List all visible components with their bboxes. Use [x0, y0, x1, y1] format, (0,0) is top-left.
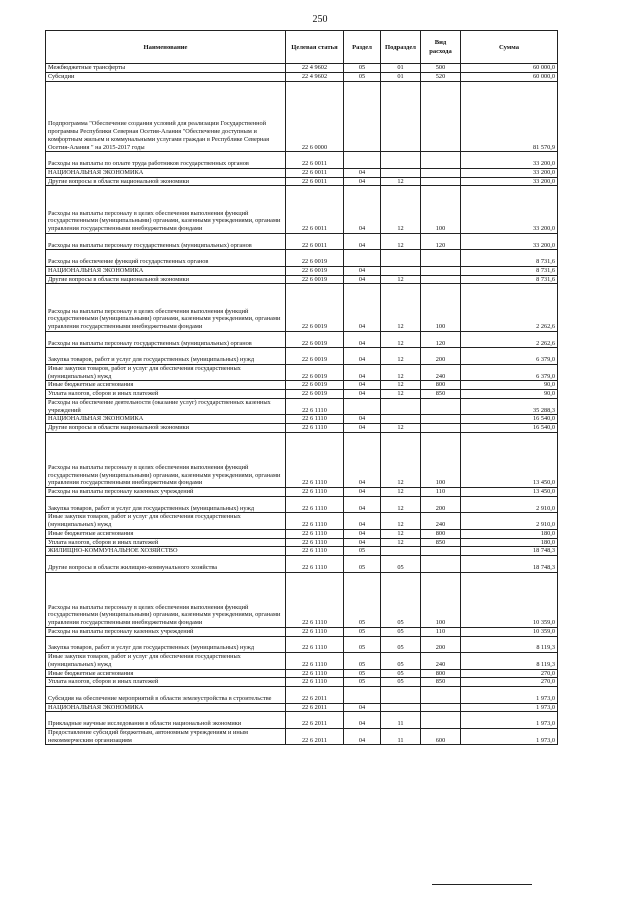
table-row — [46, 653, 558, 670]
cell-article: 22 4 9602 — [286, 64, 344, 73]
cell-subsection: 05 — [381, 556, 421, 573]
cell-subsection: 12 — [381, 364, 421, 381]
table-row — [46, 547, 558, 556]
cell-type: 520 — [421, 72, 461, 81]
cell-article: 22 6 0019 — [286, 348, 344, 365]
cell-sum: 8 731,6 — [461, 250, 558, 267]
cell-subsection: 11 — [381, 712, 421, 729]
cell-article: 22 6 1110 — [286, 432, 344, 487]
table-row — [46, 177, 558, 186]
cell-subsection: 05 — [381, 653, 421, 670]
cell-article: 22 6 0011 — [286, 186, 344, 234]
cell-section: 04 — [344, 513, 381, 530]
cell-name: Расходы на выплаты персоналу казенных учреждений — [46, 488, 286, 497]
cell-section: 04 — [344, 186, 381, 234]
cell-name: Расходы на выплаты по оплате труда работников государственных органов — [46, 152, 286, 169]
cell-section — [344, 250, 381, 267]
cell-name: Закупка товаров, работ и услуг для государственных (муниципальных) нужд — [46, 348, 286, 365]
cell-type — [421, 424, 461, 433]
cell-subsection: 12 — [381, 538, 421, 547]
cell-name: Уплата налогов, сборов и иных платежей — [46, 390, 286, 399]
table-row — [46, 398, 558, 415]
cell-sum: 33 200,0 — [461, 152, 558, 169]
cell-type — [421, 415, 461, 424]
cell-section — [344, 152, 381, 169]
table-header-row — [46, 31, 558, 64]
cell-type: 800 — [421, 669, 461, 678]
cell-name: Расходы на обеспечение деятельности (оказание услуг) государственных казенных учреждений — [46, 398, 286, 415]
table-row — [46, 538, 558, 547]
cell-article: 22 6 2011 — [286, 687, 344, 704]
cell-name: Межбюджетные трансферты — [46, 64, 286, 73]
cell-article: 22 6 0011 — [286, 152, 344, 169]
cell-section: 04 — [344, 348, 381, 365]
cell-sum: 270,0 — [461, 669, 558, 678]
cell-sum: 2 262,6 — [461, 331, 558, 348]
cell-type: 120 — [421, 331, 461, 348]
cell-name: Иные бюджетные ассигнования — [46, 669, 286, 678]
cell-sum: 13 450,0 — [461, 488, 558, 497]
cell-subsection: 05 — [381, 678, 421, 687]
table-row — [46, 424, 558, 433]
cell-sum: 16 540,0 — [461, 415, 558, 424]
table-body — [46, 64, 558, 745]
cell-subsection: 12 — [381, 275, 421, 284]
cell-section: 04 — [344, 390, 381, 399]
cell-section: 05 — [344, 556, 381, 573]
page-number: 250 — [312, 14, 328, 25]
cell-section: 04 — [344, 703, 381, 712]
cell-subsection — [381, 415, 421, 424]
cell-sum: 10 359,0 — [461, 572, 558, 627]
cell-article: 22 6 0019 — [286, 250, 344, 267]
cell-section: 04 — [344, 331, 381, 348]
cell-name: Расходы на выплаты персоналу в целях обеспечения выполнения функций государственными (муниципальными) органами, казенными учреждениями, органами управления государственными внебюджетными фондами — [46, 186, 286, 234]
cell-article: 22 6 1110 — [286, 556, 344, 573]
cell-article: 22 6 0000 — [286, 81, 344, 152]
table-row — [46, 529, 558, 538]
cell-name: Другие вопросы в области национальной экономики — [46, 424, 286, 433]
cell-article: 22 6 1110 — [286, 488, 344, 497]
cell-subsection: 12 — [381, 496, 421, 513]
cell-name: Другие вопросы в области национальной экономики — [46, 275, 286, 284]
cell-sum: 180,0 — [461, 538, 558, 547]
cell-type: 110 — [421, 627, 461, 636]
cell-sum: 8 731,6 — [461, 275, 558, 284]
cell-article: 22 6 0019 — [286, 364, 344, 381]
cell-article: 22 6 0011 — [286, 168, 344, 177]
cell-article: 22 6 2011 — [286, 728, 344, 745]
cell-article: 22 6 1110 — [286, 653, 344, 670]
cell-subsection: 12 — [381, 348, 421, 365]
cell-name: Расходы на выплаты персоналу в целях обеспечения выполнения функций государственными (муниципальными) органами, казенными учреждениями, органами управления государственными внебюджетными фондами — [46, 572, 286, 627]
table-row — [46, 678, 558, 687]
cell-subsection — [381, 168, 421, 177]
table-row — [46, 712, 558, 729]
cell-sum: 2 262,6 — [461, 284, 558, 332]
cell-sum: 10 359,0 — [461, 627, 558, 636]
cell-type: 100 — [421, 186, 461, 234]
cell-type: 600 — [421, 728, 461, 745]
cell-subsection — [381, 152, 421, 169]
cell-type: 800 — [421, 381, 461, 390]
cell-type: 240 — [421, 364, 461, 381]
cell-sum: 2 910,0 — [461, 496, 558, 513]
cell-sum: 1 973,0 — [461, 703, 558, 712]
cell-sum: 33 200,0 — [461, 177, 558, 186]
cell-article: 22 6 0019 — [286, 266, 344, 275]
table-row — [46, 687, 558, 704]
cell-sum: 18 748,3 — [461, 547, 558, 556]
cell-subsection — [381, 547, 421, 556]
cell-section: 05 — [344, 678, 381, 687]
cell-name: Расходы на выплаты персоналу в целях обеспечения выполнения функций государственными (муниципальными) органами, казенными учреждениями, органами управления государственными внебюджетными фондами — [46, 432, 286, 487]
table-row — [46, 152, 558, 169]
cell-name: НАЦИОНАЛЬНАЯ ЭКОНОМИКА — [46, 266, 286, 275]
cell-sum: 33 200,0 — [461, 186, 558, 234]
cell-subsection — [381, 250, 421, 267]
cell-type: 800 — [421, 529, 461, 538]
cell-article: 22 6 0011 — [286, 177, 344, 186]
cell-type — [421, 556, 461, 573]
cell-section: 05 — [344, 636, 381, 653]
cell-type: 200 — [421, 636, 461, 653]
cell-type: 100 — [421, 284, 461, 332]
cell-subsection: 01 — [381, 64, 421, 73]
table-row — [46, 186, 558, 234]
cell-section: 05 — [344, 627, 381, 636]
cell-subsection: 12 — [381, 488, 421, 497]
cell-sum: 6 379,0 — [461, 364, 558, 381]
cell-name: Иные бюджетные ассигнования — [46, 529, 286, 538]
cell-subsection — [381, 687, 421, 704]
cell-subsection — [381, 703, 421, 712]
cell-section: 04 — [344, 284, 381, 332]
cell-type — [421, 712, 461, 729]
cell-sum: 13 450,0 — [461, 432, 558, 487]
cell-type — [421, 81, 461, 152]
cell-sum: 270,0 — [461, 678, 558, 687]
cell-sum: 60 000,0 — [461, 72, 558, 81]
cell-section: 05 — [344, 669, 381, 678]
cell-section: 05 — [344, 547, 381, 556]
table-row — [46, 390, 558, 399]
cell-subsection: 12 — [381, 432, 421, 487]
cell-name: Расходы на выплаты персоналу государственных (муниципальных) органов — [46, 331, 286, 348]
table-row — [46, 284, 558, 332]
cell-name: Иные закупки товаров, работ и услуг для обеспечения государственных (муниципальных) нужд — [46, 364, 286, 381]
cell-section: 04 — [344, 432, 381, 487]
cell-type: 240 — [421, 513, 461, 530]
cell-section: 04 — [344, 168, 381, 177]
cell-article: 22 6 1110 — [286, 496, 344, 513]
cell-section — [344, 398, 381, 415]
cell-section: 04 — [344, 488, 381, 497]
cell-article: 22 6 2011 — [286, 712, 344, 729]
cell-sum: 2 910,0 — [461, 513, 558, 530]
cell-sum: 60 000,0 — [461, 64, 558, 73]
cell-article: 22 6 0019 — [286, 331, 344, 348]
cell-subsection — [381, 81, 421, 152]
cell-section: 04 — [344, 728, 381, 745]
header-section: Раздел — [344, 31, 381, 64]
cell-subsection: 12 — [381, 424, 421, 433]
cell-type: 850 — [421, 390, 461, 399]
cell-subsection — [381, 266, 421, 275]
cell-subsection: 05 — [381, 669, 421, 678]
cell-name: НАЦИОНАЛЬНАЯ ЭКОНОМИКА — [46, 703, 286, 712]
cell-subsection: 12 — [381, 177, 421, 186]
cell-type: 100 — [421, 432, 461, 487]
cell-subsection: 12 — [381, 529, 421, 538]
cell-name: Прикладные научные исследования в области национальной экономики — [46, 712, 286, 729]
cell-type — [421, 250, 461, 267]
cell-article: 22 4 9602 — [286, 72, 344, 81]
cell-type: 120 — [421, 233, 461, 250]
cell-article: 22 6 1110 — [286, 538, 344, 547]
cell-subsection — [381, 398, 421, 415]
cell-type: 850 — [421, 538, 461, 547]
cell-name: Иные закупки товаров, работ и услуг для обеспечения государственных (муниципальных) нужд — [46, 513, 286, 530]
cell-type: 200 — [421, 496, 461, 513]
cell-subsection: 12 — [381, 233, 421, 250]
cell-section: 04 — [344, 529, 381, 538]
cell-section: 05 — [344, 653, 381, 670]
cell-name: Уплата налогов, сборов и иных платежей — [46, 678, 286, 687]
cell-name: Другие вопросы в области жилищно-коммунального хозяйства — [46, 556, 286, 573]
cell-subsection: 12 — [381, 381, 421, 390]
footer-line — [432, 884, 532, 885]
cell-sum: 1 973,0 — [461, 728, 558, 745]
cell-name: Расходы на выплаты персоналу казенных учреждений — [46, 627, 286, 636]
cell-article: 22 6 1110 — [286, 627, 344, 636]
table-row — [46, 266, 558, 275]
cell-sum: 90,0 — [461, 381, 558, 390]
cell-subsection: 12 — [381, 284, 421, 332]
table-row — [46, 275, 558, 284]
cell-sum: 35 288,3 — [461, 398, 558, 415]
cell-type: 100 — [421, 572, 461, 627]
table-row — [46, 233, 558, 250]
cell-type — [421, 398, 461, 415]
cell-type: 240 — [421, 653, 461, 670]
cell-name: Расходы на выплаты персоналу государственных (муниципальных) органов — [46, 233, 286, 250]
cell-article: 22 6 1110 — [286, 547, 344, 556]
table-row — [46, 636, 558, 653]
cell-article: 22 6 0019 — [286, 390, 344, 399]
cell-type: 110 — [421, 488, 461, 497]
table-row — [46, 81, 558, 152]
cell-subsection: 01 — [381, 72, 421, 81]
cell-article: 22 6 0011 — [286, 233, 344, 250]
cell-type: 850 — [421, 678, 461, 687]
table-row — [46, 669, 558, 678]
cell-section: 05 — [344, 572, 381, 627]
cell-sum: 33 200,0 — [461, 233, 558, 250]
cell-subsection: 12 — [381, 186, 421, 234]
cell-subsection: 12 — [381, 331, 421, 348]
cell-sum: 6 379,0 — [461, 348, 558, 365]
cell-name: Подпрограмма "Обеспечение создания условий для реализации Государственной программы Республики Северная Осетия-Алания "Обеспечение доступным и комфортным жильем и коммунальными услугами граждан в Республике Северная Осетия-Алания " на 2015-2017 годы — [46, 81, 286, 152]
cell-type: 200 — [421, 348, 461, 365]
cell-type — [421, 547, 461, 556]
table-row — [46, 513, 558, 530]
cell-section — [344, 687, 381, 704]
cell-name: Субсидия на обеспечение мероприятий в области землеустройства в строительстве — [46, 687, 286, 704]
table-row — [46, 381, 558, 390]
cell-article: 22 6 1110 — [286, 636, 344, 653]
cell-sum: 8 119,3 — [461, 636, 558, 653]
cell-article: 22 6 1110 — [286, 678, 344, 687]
cell-type — [421, 703, 461, 712]
cell-name: Расходы на выплаты персоналу в целях обеспечения выполнения функций государственными (муниципальными) органами, казенными учреждениями, органами управления государственными внебюджетными фондами — [46, 284, 286, 332]
cell-article: 22 6 1110 — [286, 529, 344, 538]
cell-section: 04 — [344, 496, 381, 513]
header-name: Наименование — [46, 31, 286, 64]
cell-article: 22 6 0019 — [286, 284, 344, 332]
cell-subsection: 11 — [381, 728, 421, 745]
budget-table — [45, 30, 558, 745]
header-article: Целевая статья — [286, 31, 344, 64]
cell-section: 04 — [344, 233, 381, 250]
cell-article: 22 6 1110 — [286, 669, 344, 678]
cell-name: Иные бюджетные ассигнования — [46, 381, 286, 390]
cell-subsection: 12 — [381, 513, 421, 530]
cell-sum: 16 540,0 — [461, 424, 558, 433]
cell-article: 22 6 1110 — [286, 424, 344, 433]
table-row — [46, 488, 558, 497]
cell-type — [421, 168, 461, 177]
cell-section: 04 — [344, 177, 381, 186]
table-row — [46, 432, 558, 487]
cell-sum: 18 748,3 — [461, 556, 558, 573]
table-row — [46, 556, 558, 573]
cell-section: 04 — [344, 424, 381, 433]
cell-article: 22 6 2011 — [286, 703, 344, 712]
cell-name: Иные закупки товаров, работ и услуг для обеспечения государственных (муниципальных) нужд — [46, 653, 286, 670]
table-row — [46, 72, 558, 81]
cell-type — [421, 266, 461, 275]
cell-name: Субсидии — [46, 72, 286, 81]
cell-name: Предоставление субсидий бюджетным, автономным учреждениям и иным некоммерческим организациям — [46, 728, 286, 745]
cell-name: Закупка товаров, работ и услуг для государственных (муниципальных) нужд — [46, 636, 286, 653]
table-row — [46, 331, 558, 348]
cell-name: НАЦИОНАЛЬНАЯ ЭКОНОМИКА — [46, 415, 286, 424]
cell-section: 04 — [344, 266, 381, 275]
cell-article: 22 6 1110 — [286, 572, 344, 627]
header-type: Вид расхода — [421, 31, 461, 64]
header-subsection: Подраздел — [381, 31, 421, 64]
cell-subsection: 05 — [381, 636, 421, 653]
header-sum: Сумма — [461, 31, 558, 64]
cell-section: 04 — [344, 538, 381, 547]
cell-type: 500 — [421, 64, 461, 73]
cell-section: 04 — [344, 415, 381, 424]
cell-sum: 8 731,6 — [461, 266, 558, 275]
cell-type — [421, 275, 461, 284]
cell-name: Расходы на обеспечение функций государственных органов — [46, 250, 286, 267]
cell-article: 22 6 1110 — [286, 398, 344, 415]
cell-section: 05 — [344, 64, 381, 73]
cell-type — [421, 687, 461, 704]
cell-section: 04 — [344, 275, 381, 284]
cell-section: 04 — [344, 364, 381, 381]
cell-type — [421, 177, 461, 186]
cell-name: НАЦИОНАЛЬНАЯ ЭКОНОМИКА — [46, 168, 286, 177]
table-row — [46, 496, 558, 513]
cell-name: Уплата налогов, сборов и иных платежей — [46, 538, 286, 547]
cell-name: Другие вопросы в области национальной экономики — [46, 177, 286, 186]
table-row — [46, 64, 558, 73]
table-row — [46, 572, 558, 627]
cell-article: 22 6 1110 — [286, 513, 344, 530]
table-row — [46, 364, 558, 381]
table-row — [46, 415, 558, 424]
table-row — [46, 627, 558, 636]
cell-section: 04 — [344, 381, 381, 390]
cell-sum: 33 200,0 — [461, 168, 558, 177]
cell-sum: 81 570,9 — [461, 81, 558, 152]
cell-section: 05 — [344, 72, 381, 81]
cell-sum: 180,0 — [461, 529, 558, 538]
table-row — [46, 348, 558, 365]
cell-sum: 1 973,0 — [461, 712, 558, 729]
cell-article: 22 6 1110 — [286, 415, 344, 424]
table-row — [46, 168, 558, 177]
cell-subsection: 05 — [381, 627, 421, 636]
cell-article: 22 6 0019 — [286, 381, 344, 390]
table-row — [46, 728, 558, 745]
cell-subsection: 05 — [381, 572, 421, 627]
cell-name: Закупка товаров, работ и услуг для государственных (муниципальных) нужд — [46, 496, 286, 513]
cell-sum: 8 119,3 — [461, 653, 558, 670]
cell-type — [421, 152, 461, 169]
cell-sum: 90,0 — [461, 390, 558, 399]
cell-section: 04 — [344, 712, 381, 729]
cell-subsection: 12 — [381, 390, 421, 399]
cell-article: 22 6 0019 — [286, 275, 344, 284]
table-row — [46, 250, 558, 267]
cell-name: ЖИЛИЩНО-КОММУНАЛЬНОЕ ХОЗЯЙСТВО — [46, 547, 286, 556]
cell-sum: 1 973,0 — [461, 687, 558, 704]
cell-section — [344, 81, 381, 152]
table-row — [46, 703, 558, 712]
